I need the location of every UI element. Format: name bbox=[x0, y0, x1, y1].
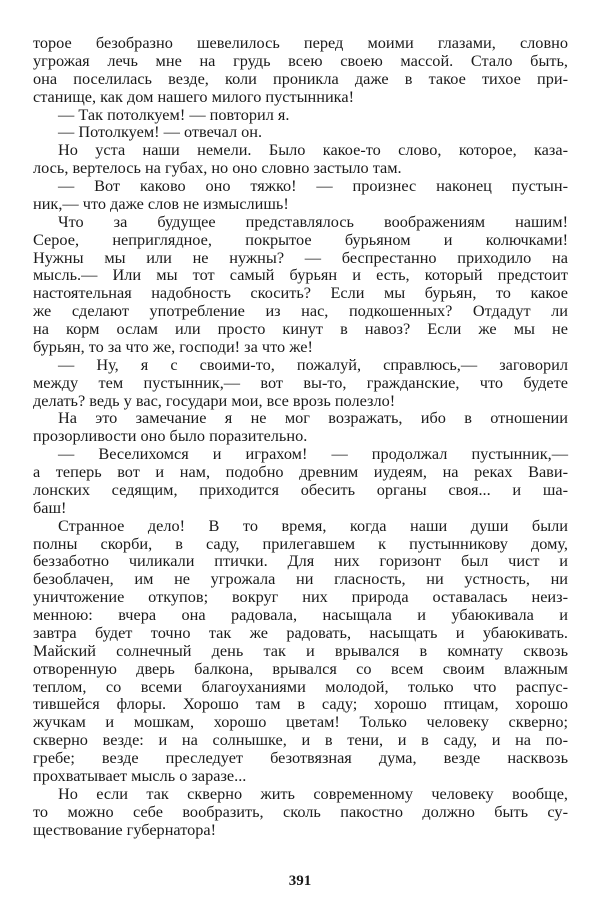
text-line: На это замечание я не мог возражать, ибо в отношении bbox=[58, 408, 568, 428]
text-line: торое безобразно шевелилось перед моими глазами, словно bbox=[33, 33, 568, 52]
text-line: настоятельная надобность скосить? Если мы бурьян, то какое bbox=[33, 283, 568, 303]
text-line: лось, вертелось на губах, но оно словно застыло там. bbox=[33, 158, 402, 178]
text-line: полны скорби, в саду, прилегавшем к пустынникову дому, bbox=[33, 533, 568, 553]
text-line: гребе; везде преследует безотвязная дума, везде насквозь bbox=[33, 748, 568, 767]
text-line: Серое, неприглядное, покрытое бурьяном и колючками! bbox=[33, 229, 568, 249]
text-line: тившейся флоры. Хорошо там в саду; хорошо птицам, хорошо bbox=[33, 694, 568, 714]
text-line: станище, как дом нашего милого пустынника! bbox=[33, 86, 354, 106]
text-line: — Потолкуем! — отвечал он. bbox=[58, 122, 263, 142]
text-line: Майский солнечный день так и врывался в комнату сквозь bbox=[33, 640, 568, 660]
text-line: завтра будет точно так же радовать, насыщать и убаюкивать. bbox=[33, 622, 568, 642]
text-line: уничтожение откупов; вокруг них природа оставалась неиз- bbox=[33, 587, 568, 607]
text-line: мысль.— Или мы тот самый бурьян и есть, который предстоит bbox=[33, 265, 568, 285]
text-line: — Веселихомся и играхом! — продолжал пустынник,— bbox=[58, 444, 568, 464]
text-line: баш! bbox=[33, 497, 67, 517]
text-line: менною: вчера она радовала, насыщала и убаюкивала и bbox=[33, 605, 568, 624]
text-line: скверно везде: и на солнышке, и в тени, и в саду, и на по- bbox=[33, 730, 568, 750]
text-line: — Так потолкуем! — повторил я. bbox=[58, 104, 290, 124]
text-line: беззаботно чиликали птички. Для них горизонт был чист и bbox=[33, 551, 568, 571]
page-body-text bbox=[33, 34, 568, 838]
text-line: Но если так скверно жить современному человеку вообще, bbox=[58, 783, 568, 803]
text-line: Но уста наши немели. Было какое-то слово, которое, каза- bbox=[58, 140, 568, 160]
text-line: между тем пустынник,— вот вы-то, гражданские, что будете bbox=[33, 372, 568, 392]
text-line: то можно себе вообразить, сколь пакостно должно быть су- bbox=[33, 801, 568, 821]
text-line: прохватывает мысль о заразе... bbox=[33, 765, 247, 785]
text-line: Нужны мы или не нужны? — беспрестанно приходило на bbox=[33, 247, 568, 267]
text-line: — Вот каково оно тяжко! — произнес наконец пустын- bbox=[58, 176, 568, 195]
text-line: ществование губернатора! bbox=[33, 819, 217, 839]
text-line: угрожая лечь мне на грудь всею своею массой. Стало быть, bbox=[33, 50, 568, 70]
text-line: бурьян, то за что же, господи! за что же! bbox=[33, 336, 313, 356]
text-line: Что за будущее представлялось воображениям нашим! bbox=[58, 211, 568, 231]
text-line: жучкам и мошкам, хорошо цветам! Только человеку скверно; bbox=[33, 712, 568, 732]
text-line: Странное дело! В то время, когда наши души были bbox=[58, 515, 568, 535]
text-line: — Ну, я с своими-то, пожалуй, справлюсь,— заговорил bbox=[58, 354, 568, 374]
text-line: она поселилась везде, коли проникла даже в такое тихое при- bbox=[33, 68, 568, 88]
text-line: же сделают употребление из нас, подкошенных? Отдадут ли bbox=[33, 301, 568, 321]
text-line: теплом, со всеми благоуханиями молодой, только что распус- bbox=[33, 676, 568, 696]
text-line: ник,— что даже слов не измыслишь! bbox=[33, 193, 289, 213]
text-line: отворенную дверь балкона, врывался со всем своим влажным bbox=[33, 658, 568, 678]
text-line: делать? ведь у вас, государи мои, все врозь полезло! bbox=[33, 390, 396, 410]
text-line: лонских седящим, приходится обесить органы своя... и ша- bbox=[33, 479, 568, 499]
text-line: а теперь вот и нам, подобно древним иудеям, на реках Вави- bbox=[33, 462, 568, 481]
page-number: 391 bbox=[288, 873, 312, 889]
text-line: прозорливости оно было поразительно. bbox=[33, 426, 308, 446]
text-line: безоблачен, им не угрожала ни гласность, ни устность, ни bbox=[33, 569, 568, 589]
text-line: на корм ослам или просто кинут в навоз? Если же мы не bbox=[33, 319, 568, 338]
